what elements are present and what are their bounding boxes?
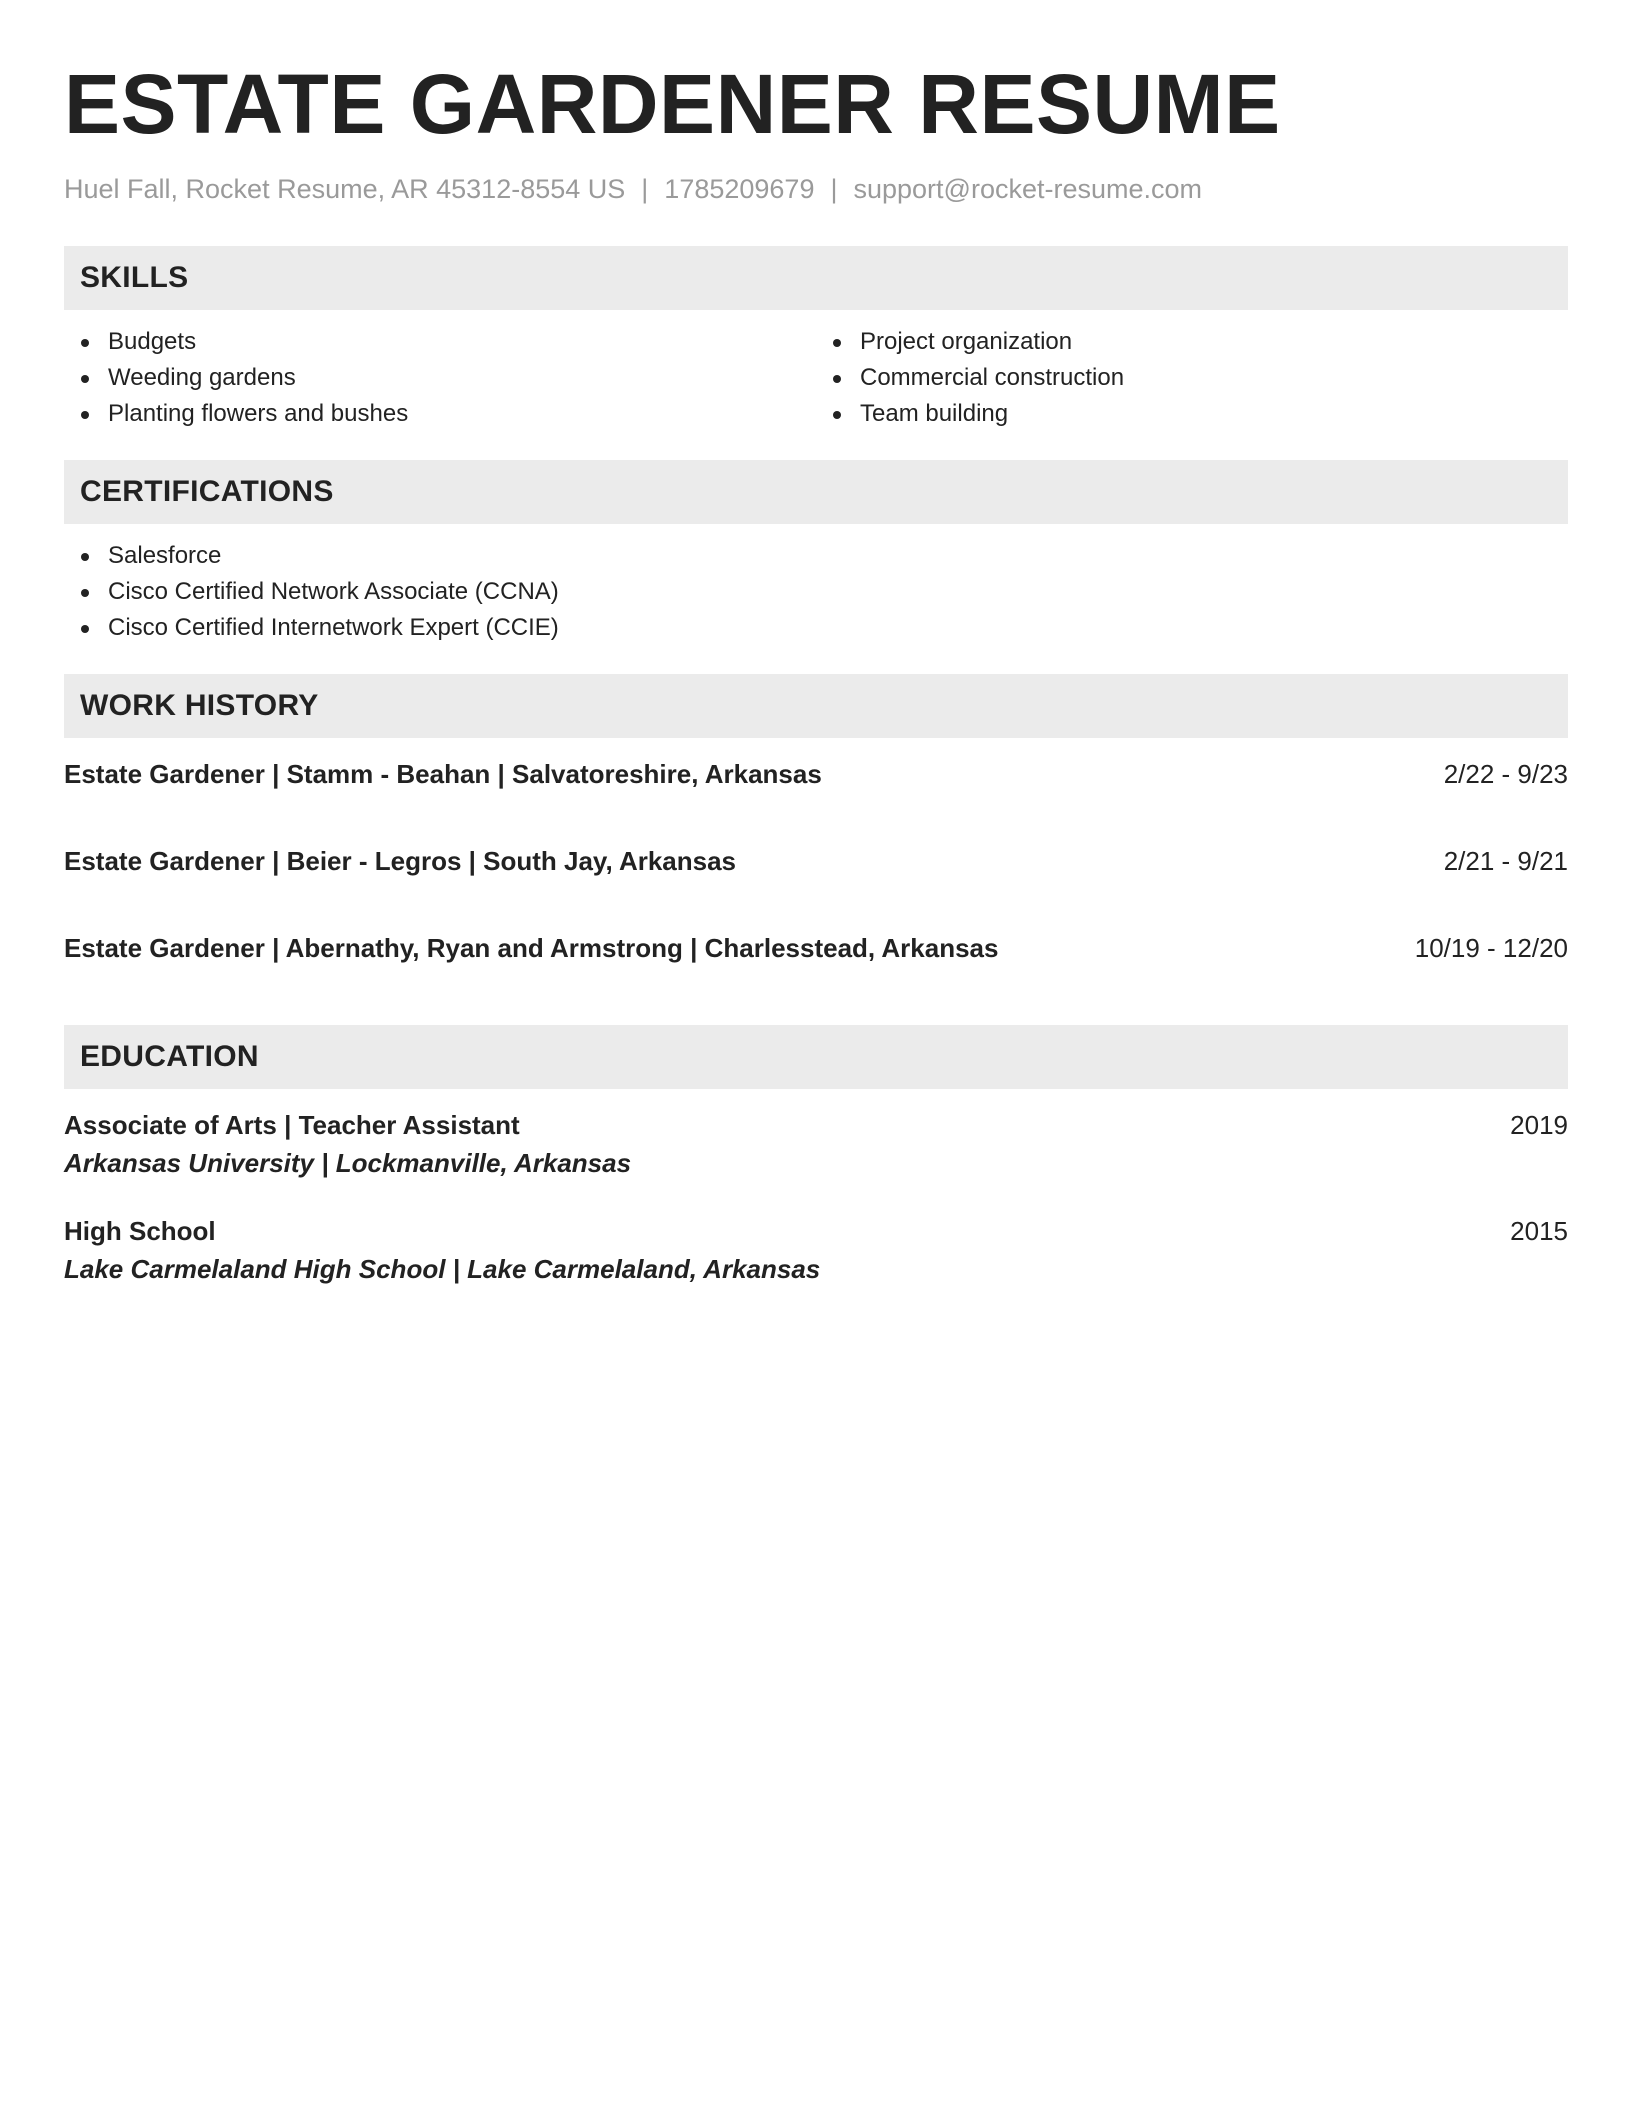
skill-text: Planting flowers and bushes — [108, 400, 409, 427]
bullet-dot — [81, 589, 89, 597]
job-dates: 2/22 - 9/23 — [1443, 759, 1568, 789]
contact-phone: 1785209679 — [664, 174, 815, 204]
certification-text: Salesforce — [108, 542, 222, 569]
bullet-dot — [81, 625, 89, 633]
skill-text: Project organization — [860, 328, 1073, 355]
job-row — [64, 843, 1568, 879]
job-title: Estate Gardener | Abernathy, Ryan and Armstrong | Charlesstead, Arkansas — [64, 933, 999, 963]
bullet-dot — [81, 553, 89, 561]
skill-text: Commercial construction — [860, 364, 1125, 391]
contact-address: Huel Fall, Rocket Resume, AR 45312-8554 US — [64, 174, 626, 204]
bullet-dot — [833, 339, 841, 347]
job-dates: 10/19 - 12/20 — [1414, 933, 1568, 963]
skill-item — [816, 360, 1568, 396]
job-entry — [64, 756, 1568, 843]
education-year: 2019 — [1510, 1110, 1568, 1140]
education-degree: High School — [64, 1216, 216, 1246]
bullet-dot — [833, 375, 841, 383]
education-entry — [64, 1107, 1568, 1183]
contact-separator: | — [830, 174, 838, 204]
job-title: Estate Gardener | Stamm - Beahan | Salvatoreshire, Arkansas — [64, 759, 822, 789]
bullet-dot — [81, 339, 89, 347]
education-title: EDUCATION — [80, 1040, 259, 1073]
skills-title: SKILLS — [80, 261, 189, 294]
work-history-title: WORK HISTORY — [80, 689, 319, 722]
certification-text: Cisco Certified Internetwork Expert (CCIE) — [108, 614, 559, 641]
skill-text: Team building — [860, 400, 1009, 427]
education-school: Lake Carmelaland High School | Lake Carmelaland, Arkansas — [64, 1254, 821, 1284]
education-school: Arkansas University | Lockmanville, Arkansas — [64, 1148, 632, 1178]
certification-item — [64, 610, 1568, 646]
education-list — [64, 1107, 1568, 1289]
education-header — [64, 1025, 1568, 1089]
education-year: 2015 — [1510, 1216, 1568, 1246]
skills-list-right — [816, 324, 1568, 432]
education-entry — [64, 1213, 1568, 1289]
certifications-list — [64, 538, 1568, 646]
bullet-dot — [81, 375, 89, 383]
skills-list-left — [64, 324, 816, 432]
skills-column-right — [816, 310, 1568, 432]
certification-item — [64, 574, 1568, 610]
skill-item — [64, 324, 816, 360]
job-row — [64, 930, 1568, 966]
bullet-dot — [81, 411, 89, 419]
job-entry — [64, 930, 1568, 1017]
skill-item — [64, 396, 816, 432]
work-history-section — [64, 674, 1568, 1017]
bullet-dot — [833, 411, 841, 419]
skill-item — [816, 396, 1568, 432]
certification-text: Cisco Certified Network Associate (CCNA) — [108, 578, 559, 605]
job-row — [64, 756, 1568, 792]
work-history-header — [64, 674, 1568, 738]
job-list — [64, 756, 1568, 1017]
certifications-title: CERTIFICATIONS — [80, 475, 334, 508]
contact-email: support@rocket-resume.com — [853, 174, 1203, 204]
job-title: Estate Gardener | Beier - Legros | South Jay, Arkansas — [64, 846, 737, 876]
contact-line — [64, 172, 1568, 206]
skills-header — [64, 246, 1568, 310]
skills-column-left — [64, 310, 816, 432]
education-row — [64, 1107, 1568, 1143]
certification-item — [64, 538, 1568, 574]
certifications-section — [64, 460, 1568, 646]
skills-columns — [64, 310, 1568, 432]
skill-item — [64, 360, 816, 396]
skill-text: Weeding gardens — [108, 364, 296, 391]
education-row — [64, 1213, 1568, 1249]
skills-section — [64, 246, 1568, 432]
skill-item — [816, 324, 1568, 360]
education-degree: Associate of Arts | Teacher Assistant — [64, 1110, 520, 1140]
contact-separator: | — [641, 174, 649, 204]
education-section — [64, 1025, 1568, 1289]
resume-title: ESTATE GARDENER RESUME — [64, 57, 1281, 151]
job-entry — [64, 843, 1568, 930]
job-dates: 2/21 - 9/21 — [1443, 846, 1568, 876]
skill-text: Budgets — [108, 328, 197, 355]
certifications-header — [64, 460, 1568, 524]
